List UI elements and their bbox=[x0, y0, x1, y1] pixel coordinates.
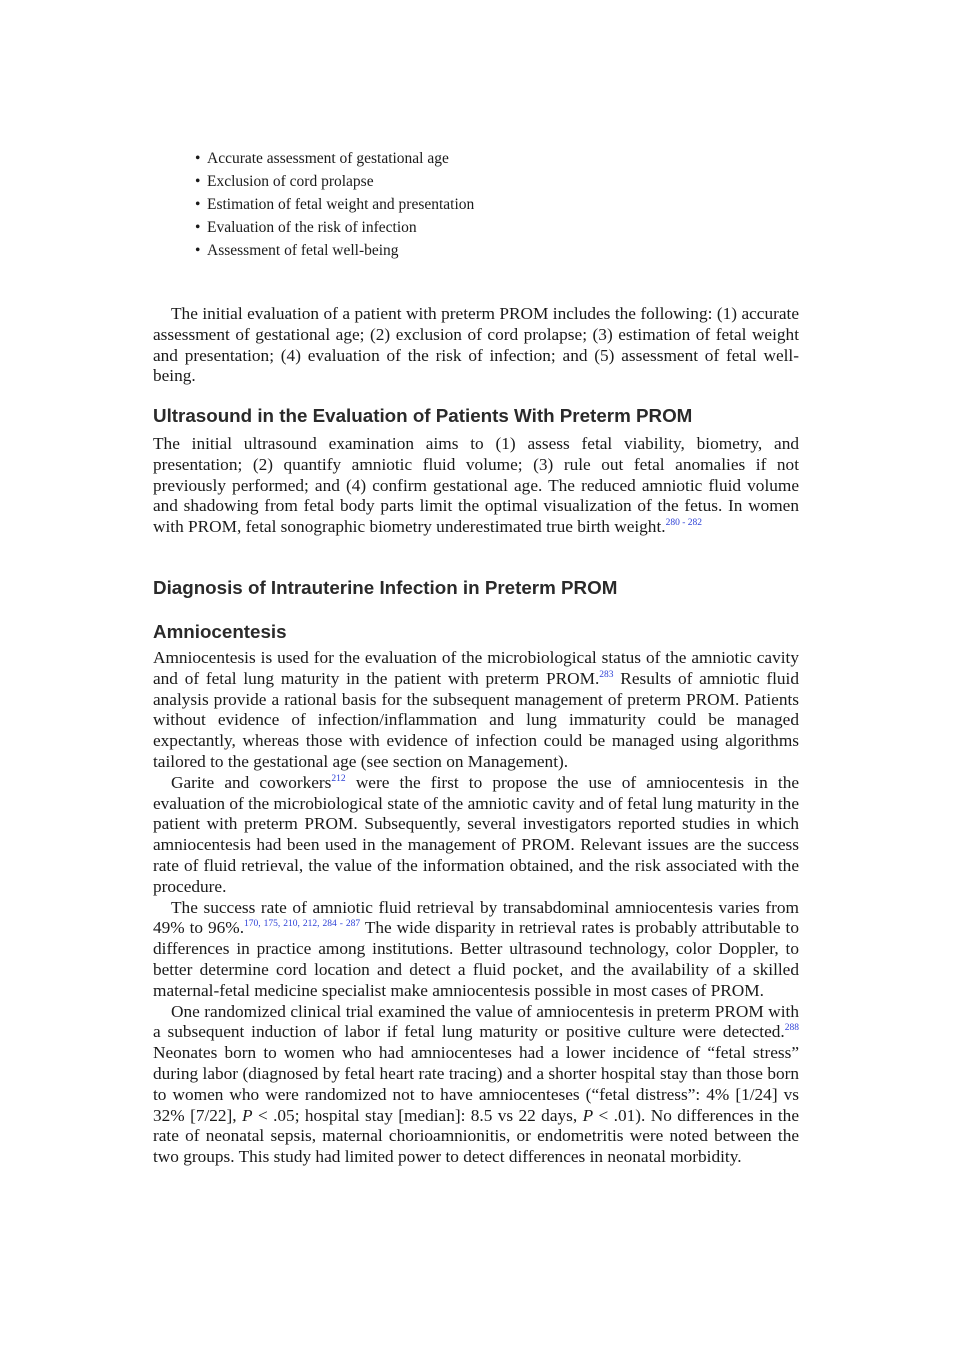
bullet-icon: • bbox=[195, 150, 201, 167]
ultrasound-heading: Ultrasound in the Evaluation of Patients With Preterm PROM bbox=[153, 405, 693, 426]
bullet-item bbox=[195, 170, 474, 193]
bullet-icon: • bbox=[195, 173, 201, 190]
amnio-p3-text: The success rate of amniotic fluid retrieval by transabdominal amniocentesis varies from 49% to 96%. bbox=[153, 897, 799, 938]
amniocentesis-body bbox=[153, 648, 799, 1168]
bullet-text: Assessment of fetal well-being bbox=[207, 242, 399, 259]
p-value-symbol: P bbox=[582, 1105, 594, 1125]
bullet-item bbox=[195, 239, 474, 262]
amnio-p2-text-cont: were the first to propose the use of amniocentesis in the evaluation of the microbiological state of the amniotic cavity and of fetal lung maturity in the patient with preterm PROM. Subsequently, several investigators reported studies in which amniocentesis had been used in the management of PROM. Relevant issues are the success rate of fluid retrieval, the value of the information obtained, and the risk associated with the procedure. bbox=[153, 772, 800, 896]
citation-link[interactable]: 170, 175, 210, 212, 284 - 287 bbox=[244, 919, 361, 930]
bullet-text: Exclusion of cord prolapse bbox=[207, 173, 374, 190]
bullet-icon: • bbox=[195, 219, 201, 236]
ultrasound-paragraph-block bbox=[153, 434, 799, 538]
amnio-p4-text-end: < .01). No differences in the rate of neonatal sepsis, maternal chorioamnionitis, or endometritis were noted between the two groups. This study had limited power to detect differences in neonatal morbidity. bbox=[153, 1105, 799, 1167]
citation-link[interactable]: 212 bbox=[331, 774, 346, 785]
bullet-item bbox=[195, 216, 474, 239]
amnio-p2-text: Garite and coworkers bbox=[171, 772, 332, 792]
bullet-item bbox=[195, 147, 474, 170]
amnio-p4-text-cont: Neonates born to women who had amniocenteses had a lower incidence of “fetal stress” during labor (diagnosed by fetal heart rate tracing) and a shorter hospital stay than those born to women who were randomized not to have amniocenteses (“fetal distress”: 4% [1/24] vs 32% [7/22], bbox=[153, 1043, 799, 1125]
citation-link[interactable]: 283 bbox=[599, 670, 614, 681]
amnio-p1-text-cont: Results of amniotic fluid analysis provide a rational basis for the subsequent management of preterm PROM. Patients without evidence of infection/inflammation and lung immaturity could be managed expectantly, whereas those with evidence of infection could be managed using algorithms tailored to the gestational age (see section on Management). bbox=[153, 668, 799, 771]
bullet-item bbox=[195, 193, 474, 216]
amnio-p1-text: Amniocentesis is used for the evaluation of the microbiological status of the amniotic cavity and of fetal lung maturity in the patient with preterm PROM. bbox=[153, 648, 799, 688]
intro-paragraph: The initial evaluation of a patient with preterm PROM includes the following: (1) accurate assessment of gestational age; (2) exclusion of cord prolapse; (3) estimation of fetal weight and presentation; (4) evaluation of the risk of infection; and (5) assessment of fetal well-being. bbox=[153, 304, 799, 386]
bullet-icon: • bbox=[195, 196, 201, 213]
intro-paragraph-block bbox=[153, 304, 799, 387]
amnio-p4-text-cont: < .05; hospital stay [median]: 8.5 vs 22 days, bbox=[252, 1105, 583, 1125]
bullet-icon: • bbox=[195, 242, 201, 259]
amniocentesis-heading: Amniocentesis bbox=[153, 621, 287, 642]
bullet-text: Estimation of fetal weight and presentation bbox=[207, 196, 475, 213]
amnio-p3-text-cont: The wide disparity in retrieval rates is probably attributable to differences in practice among institutions. Better ultrasound technology, color Doppler, to better determine cord location and detect a fluid pocket, and the availability of a skilled maternal-fetal medicine specialist make amniocentesis possible in most cases of PROM. bbox=[153, 918, 799, 1000]
citation-link[interactable]: 280 - 282 bbox=[665, 518, 702, 529]
bullet-text: Evaluation of the risk of infection bbox=[207, 219, 417, 236]
amnio-paragraph-3 bbox=[153, 898, 799, 1002]
p-value-symbol: P bbox=[242, 1105, 253, 1125]
ultrasound-paragraph bbox=[153, 434, 799, 538]
citation-link[interactable]: 288 bbox=[784, 1023, 799, 1034]
amnio-paragraph-1 bbox=[153, 648, 799, 773]
bullet-text: Accurate assessment of gestational age bbox=[207, 150, 449, 167]
amnio-p4-text: One randomized clinical trial examined the value of amniocentesis in preterm PROM with a subsequent induction of labor if fetal lung maturity or positive culture were detected. bbox=[153, 1001, 799, 1042]
evaluation-bullet-list bbox=[195, 147, 474, 262]
ultrasound-text: The initial ultrasound examination aims to (1) assess fetal viability, biometry, and presentation; (2) quantify amniotic fluid volume; (3) rule out fetal anomalies if not previously performed; and (4) confirm gestational age. The reduced amniotic fluid volume and shadowing from fetal body parts limit the optimal visualization of the fetus. In women with PROM, fetal sonographic biometry underestimated true birth weight. bbox=[153, 434, 799, 537]
diagnosis-heading: Diagnosis of Intrauterine Infection in Preterm PROM bbox=[153, 577, 618, 598]
amnio-paragraph-2 bbox=[153, 773, 799, 898]
amnio-paragraph-4 bbox=[153, 1002, 799, 1168]
